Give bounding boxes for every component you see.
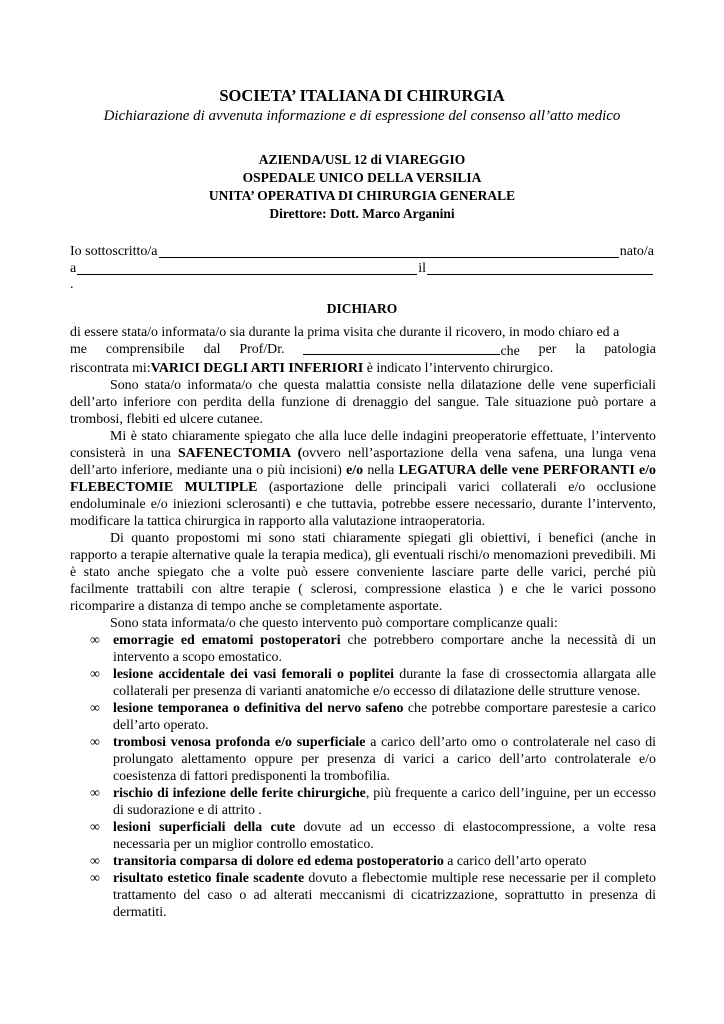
risk-text: a carico dell’arto operato (443, 854, 587, 869)
risk-title: rischio di infezione delle ferite chirurgiche (113, 786, 366, 801)
infinity-bullet-icon: ∞ (90, 701, 100, 716)
undersigned-name-field[interactable] (159, 257, 619, 258)
infinity-bullet-icon: ∞ (90, 786, 100, 801)
list-item (70, 870, 656, 921)
paragraph-information (70, 324, 656, 377)
risk-title: emorragie ed ematomi postoperatori (113, 633, 341, 648)
birth-fill-row (70, 260, 654, 277)
infinity-bullet-icon: ∞ (90, 820, 100, 835)
risk-title: lesione temporanea o definitiva del nervo safeno (113, 701, 404, 716)
procedure-conjunction: e/o (346, 463, 364, 478)
list-item (70, 785, 656, 819)
declaration-body (70, 324, 656, 921)
risk-text: che potrebbero comportare anche la necessità di un intervento a scopo emostatico. (113, 633, 656, 665)
risk-text: durante la fase di crossectomia allargata alle collaterali per presenza di varianti anatomiche e/o eccesso di dilatazione delle strutture venose. (113, 667, 656, 699)
risk-text: a carico dell’arto omo o controlaterale nel caso di prolungato alettamento oppure per presenza di varici a carico dell’arto controlaterale e/o coesistenza di fattori predisponenti la trombofilia. (113, 735, 657, 784)
birthdate-label: il (418, 261, 426, 276)
procedure-legatura: LEGATURA delle vene PERFORANTI e/o FLEBECTOMIE MULTIPLE (70, 463, 656, 495)
paragraph-procedure (70, 428, 656, 530)
organization-block (0, 151, 724, 223)
list-item (70, 700, 656, 734)
list-item (70, 666, 656, 700)
p1-line3 (70, 360, 656, 377)
infinity-bullet-icon: ∞ (90, 667, 100, 682)
born-at-label: nato/a (619, 244, 654, 259)
org-line-unita: UNITA’ OPERATIVA DI CHIRURGIA GENERALE (208, 188, 516, 203)
p1-word: che (500, 344, 520, 359)
list-item (70, 819, 656, 853)
p1-word: per (538, 342, 557, 357)
risk-title: lesioni superficiali della cute (113, 820, 296, 835)
infinity-bullet-icon: ∞ (90, 735, 100, 750)
p3-text: Mi è stato chiaramente spiegato che alla luce delle indagini preoperatorie effettuate, l’intervento consisterà in una (70, 429, 656, 461)
p3-text: ovvero nell’asportazione della vena safena, una lunga vena dell’arto inferiore, mediante una o più incisioni) (70, 446, 656, 478)
trailing-dot-row (70, 276, 654, 293)
list-item (70, 853, 656, 870)
document-subtitle: Dichiarazione di avvenuta informazione e di espressione del consenso all’atto medico (103, 108, 621, 124)
birthdate-field[interactable] (427, 274, 653, 275)
p3-text: (asportazione delle principali varici collaterali e/o occlusione endoluminale e/o iniezioni sclerosanti) e che tuttavia, potrebbe essere necessario, durante l’intervento, modificare la tattica chirurgica in rapporto alla valutazione intraoperatoria. (70, 480, 656, 529)
paragraph-objectives: Di quanto propostomi mi sono stati chiaramente spiegati gli obiettivi, i benefici (anche in rapporto a terapie alternative quale la terapia medica), gli eventuali rischi/o menomazioni prevedibili. Mi è stato anche spiegato che a volte può essere conveniente lasciare parte delle varici, perché più facilmente trattabili con altre terapie ( sclerosi, compressione elastica ) e che le varici possono ricomparire a distanza di tempo anche se completamente asportate. (70, 531, 656, 614)
p1-word: dal (203, 342, 221, 357)
p1-word: me (70, 342, 87, 357)
infinity-bullet-icon: ∞ (90, 871, 100, 886)
list-item (70, 734, 656, 785)
pathology-name: VARICI DEGLI ARTI INFERIORI (150, 361, 364, 376)
birthplace-label: a (70, 261, 77, 276)
risk-text: dovuto a flebectomie multiple rese necessarie per il completo trattamento del caso o ad alterati meccanismi di cicatrizzazione, soprattutto in presenza di dermatiti. (113, 871, 656, 920)
complications-list (70, 632, 656, 921)
doctor-name-field[interactable] (303, 341, 500, 355)
p1-word: patologia (604, 342, 656, 357)
birthplace-field[interactable] (77, 274, 417, 275)
p1-line2 (70, 341, 656, 360)
risk-title: lesione accidentale dei vasi femorali o poplitei (113, 667, 394, 682)
procedure-safenectomia: SAFENECTOMIA ( (177, 446, 303, 461)
p1-word: Prof/Dr. (239, 342, 285, 357)
infinity-bullet-icon: ∞ (90, 854, 100, 869)
p1-text: riscontrata mi: (70, 361, 151, 376)
risk-text: , più frequente a carico dell’inguine, per un eccesso di sudorazione e di attrito . (113, 786, 656, 818)
org-line-ospedale: OSPEDALE UNICO DELLA VERSILIA (242, 170, 482, 185)
undersigned-fill-row (70, 243, 654, 260)
paragraph-disease: Sono stata/o informata/o che questa malattia consiste nella dilatazione delle vene superficiali dell’arto inferiore con perdita della funzione di drenaggio del sangue. Tale situazione può portare a trombosi, flebiti ed ulcere cutanee. (70, 378, 656, 427)
risk-title: transitoria comparsa di dolore ed edema postoperatorio (113, 854, 444, 869)
p1-text: è indicato l’intervento chirurgico. (363, 361, 554, 376)
paragraph-complications-intro: Sono stata informata/o che questo intervento può comportare complicanze quali: (110, 616, 558, 631)
list-item (70, 632, 656, 666)
p1-line1: di essere stata/o informata/o sia durante la prima visita che durante il ricovero, in modo chiaro ed a (70, 325, 620, 340)
p1-word: la (575, 342, 586, 357)
p1-word: comprensibile (105, 342, 185, 357)
trailing-dot: . (70, 277, 74, 292)
declaration-heading: DICHIARO (326, 301, 398, 316)
infinity-bullet-icon: ∞ (90, 633, 100, 648)
risk-text: che potrebbe comportare parestesie a carico dell’arto operato. (113, 701, 657, 733)
risk-text: dovute ad un eccesso di elastocompressione, a volte resa necessaria per un miglior controllo emostatico. (113, 820, 656, 852)
risk-title: risultato estetico finale scadente (113, 871, 305, 886)
org-line-azienda: AZIENDA/USL 12 di VIAREGGIO (258, 152, 466, 167)
document-title: SOCIETA’ ITALIANA DI CHIRURGIA (219, 86, 505, 105)
undersigned-label: Io sottoscritto/a (70, 244, 158, 259)
p3-text: nella (363, 463, 399, 478)
org-line-direttore: Direttore: Dott. Marco Arganini (269, 206, 455, 221)
risk-title: trombosi venosa profonda e/o superficiale (113, 735, 366, 750)
